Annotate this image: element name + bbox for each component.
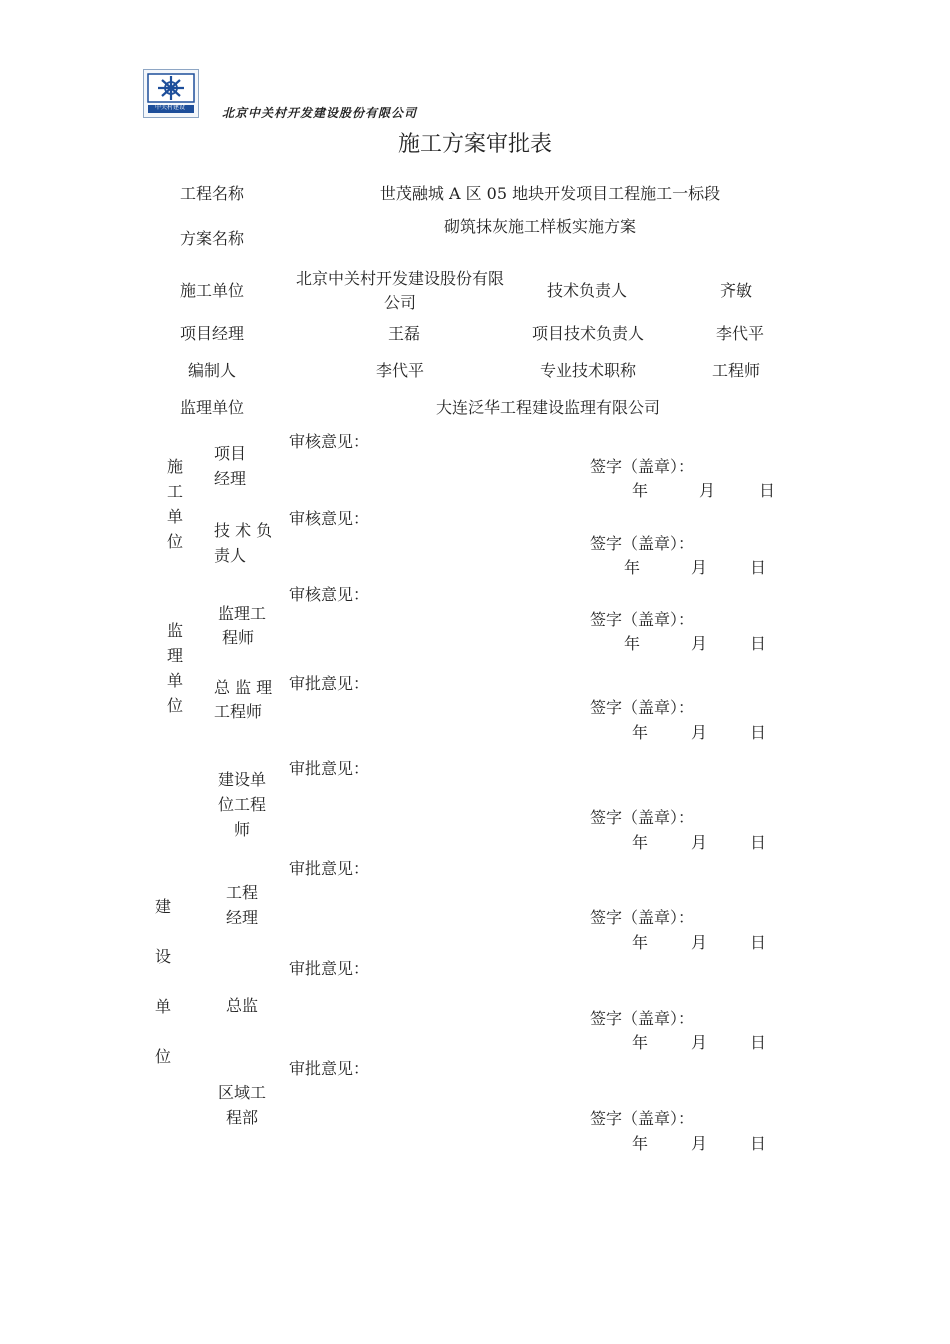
group-supervisor-char: 监 [166, 621, 183, 640]
opinion-label: 审批意见： [289, 1059, 370, 1078]
role-label: 师 [233, 820, 250, 839]
date-day: 日 [750, 634, 767, 653]
date-year: 年 [632, 933, 649, 952]
opinion-label: 审批意见： [289, 859, 370, 878]
date-year: 年 [632, 481, 649, 500]
pm-label: 项目经理 [180, 324, 245, 343]
signature-label: 签字（盖章）： [590, 610, 695, 629]
project-name-value: 世茂融城 A 区 05 地块开发项目工程施工一标段 [379, 184, 721, 203]
signature-label: 签字（盖章）： [590, 1109, 695, 1128]
opinion-label: 审核意见： [289, 509, 370, 528]
group-supervisor-char: 理 [166, 646, 183, 665]
date-year: 年 [632, 1134, 649, 1153]
signature-label: 签字（盖章）： [590, 534, 695, 553]
date-month: 月 [691, 1134, 708, 1153]
group-contractor-char: 位 [166, 532, 183, 551]
group-contractor-char: 单 [166, 507, 183, 526]
date-month: 月 [691, 634, 708, 653]
date-day: 日 [759, 481, 776, 500]
date-year: 年 [632, 833, 649, 852]
group-owner-char: 位 [154, 1047, 171, 1066]
group-owner-char: 设 [154, 947, 171, 966]
role-label: 建设单 [217, 770, 266, 789]
role-label: 区域工 [217, 1083, 266, 1102]
group-supervisor-char: 位 [166, 696, 183, 715]
date-month: 月 [691, 933, 708, 952]
date-month: 月 [691, 558, 708, 577]
signature-label: 签字（盖章）： [590, 808, 695, 827]
group-contractor-char: 施 [166, 457, 183, 476]
date-day: 日 [750, 933, 767, 952]
role-label: 程部 [225, 1108, 258, 1127]
title-value: 工程师 [711, 361, 760, 380]
project-tech-lead-label: 项目技术负责人 [531, 324, 644, 343]
date-day: 日 [750, 1033, 767, 1052]
date-day: 日 [750, 723, 767, 742]
tech-lead-value: 齐敏 [719, 281, 752, 300]
contractor-label: 施工单位 [180, 281, 245, 300]
logo-caption: 中关村建设 [154, 104, 185, 111]
opinion-label: 审核意见： [289, 432, 370, 451]
role-label: 经理 [225, 908, 258, 927]
group-owner-char: 单 [154, 997, 171, 1016]
tech-lead-label: 技术负责人 [546, 281, 627, 300]
signature-label: 签字（盖章）： [590, 457, 695, 476]
role-label: 总监 [225, 996, 258, 1015]
contractor-value-line1: 北京中关村开发建设股份有限 [295, 269, 504, 288]
date-day: 日 [750, 558, 767, 577]
signature-label: 签字（盖章）： [590, 1009, 695, 1028]
opinion-label: 审核意见： [289, 585, 370, 604]
project-tech-lead-value: 李代平 [715, 324, 764, 343]
role-label: 工程师 [214, 702, 263, 721]
date-year: 年 [632, 723, 649, 742]
contractor-value-line2: 公司 [383, 293, 416, 312]
role-label: 工程 [225, 883, 258, 902]
role-label: 位工程 [217, 795, 266, 814]
role-label: 技 术 负 [214, 521, 273, 540]
opinion-label: 审批意见： [289, 674, 370, 693]
group-contractor-char: 工 [166, 482, 183, 501]
date-day: 日 [750, 833, 767, 852]
role-label: 责人 [214, 546, 247, 565]
date-month: 月 [691, 833, 708, 852]
opinion-label: 审批意见： [289, 759, 370, 778]
title-label: 专业技术职称 [539, 361, 636, 380]
date-year: 年 [632, 1033, 649, 1052]
role-label: 总 监 理 [214, 678, 273, 697]
project-name-label: 工程名称 [180, 184, 245, 203]
date-month: 月 [691, 1033, 708, 1052]
pm-value: 王磊 [387, 324, 420, 343]
signature-label: 签字（盖章）： [590, 908, 695, 927]
date-day: 日 [750, 1134, 767, 1153]
role-label: 项目 [214, 444, 247, 463]
date-year: 年 [624, 634, 641, 653]
signature-label: 签字（盖章）： [590, 698, 695, 717]
company-name: 北京中关村开发建设股份有限公司 [222, 106, 418, 120]
page-title: 施工方案审批表 [397, 132, 552, 157]
group-owner-char: 建 [154, 897, 171, 916]
plan-name-label: 方案名称 [180, 229, 245, 248]
plan-name-value: 砌筑抹灰施工样板实施方案 [443, 217, 636, 236]
compiler-value: 李代平 [375, 361, 424, 380]
group-supervisor-char: 单 [166, 671, 183, 690]
opinion-label: 审批意见： [289, 959, 370, 978]
role-label: 经理 [214, 469, 247, 488]
date-month: 月 [699, 481, 716, 500]
supervisor-value: 大连泛华工程建设监理有限公司 [435, 398, 660, 417]
date-year: 年 [624, 558, 641, 577]
role-label: 程师 [221, 628, 254, 647]
role-label: 监理工 [217, 604, 266, 623]
date-month: 月 [691, 723, 708, 742]
supervisor-label: 监理单位 [180, 398, 245, 417]
compiler-label: 编制人 [188, 361, 237, 380]
